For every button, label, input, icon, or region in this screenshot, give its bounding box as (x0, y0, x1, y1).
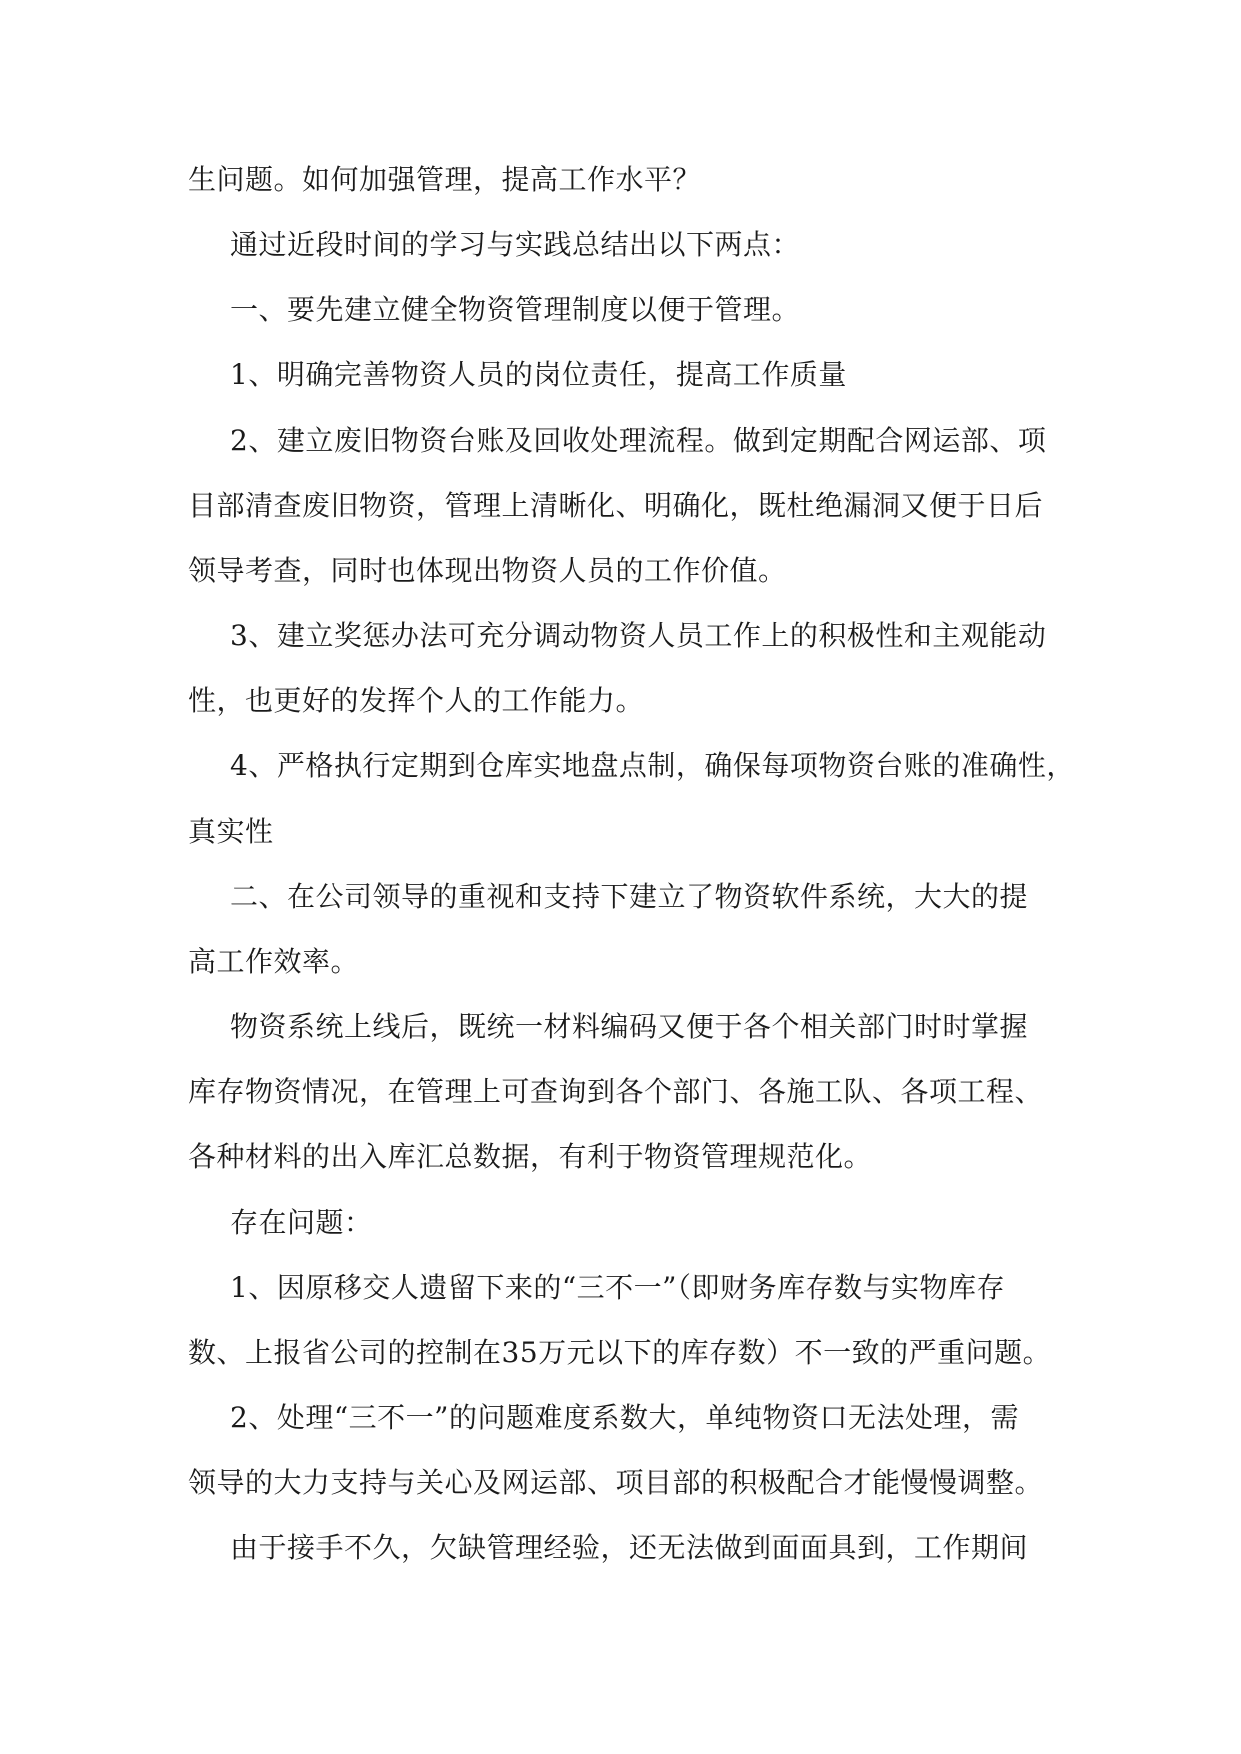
text-line-6: 目部清查废旧物资，管理上清晰化、明确化，既杜绝漏洞又便于日后 (188, 489, 1044, 522)
text-line-9: 性，也更好的发挥个人的工作能力。 (188, 684, 645, 717)
text-line-8: 3、建立奖惩办法可充分调动物资人员工作上的积极性和主观能动 (230, 619, 1047, 652)
text-line-7: 领导考查，同时也体现出物资人员的工作价值。 (188, 554, 787, 587)
text-line-12: 二、在公司领导的重视和支持下建立了物资软件系统，大大的提 (230, 880, 1029, 913)
text-line-11: 真实性 (188, 815, 274, 848)
text-line-3: 一、要先建立健全物资管理制度以便于管理。 (230, 293, 801, 326)
text-line-22: 由于接手不久，欠缺管理经验，还无法做到面面具到，工作期间 (230, 1531, 1029, 1564)
text-line-18: 1、因原移交人遗留下来的“三不一”（即财务库存数与实物库存 (230, 1271, 1005, 1304)
text-line-20: 2、处理“三不一”的问题难度系数大，单纯物资口无法处理，需 (230, 1401, 1019, 1434)
text-line-19: 数、上报省公司的控制在35万元以下的库存数）不一致的严重问题。 (188, 1336, 1052, 1369)
text-line-13: 高工作效率。 (188, 945, 360, 978)
text-line-5: 2、建立废旧物资台账及回收处理流程。做到定期配合网运部、项 (230, 424, 1047, 457)
text-line-1: 生问题。如何加强管理，提高工作水平？ (188, 163, 702, 196)
text-line-17: 存在问题： (230, 1206, 373, 1239)
text-line-14: 物资系统上线后，既统一材料编码又便于各个相关部门时时掌握 (230, 1010, 1029, 1043)
text-line-21: 领导的大力支持与关心及网运部、项目部的积极配合才能慢慢调整。 (188, 1466, 1044, 1499)
text-line-16: 各种材料的出入库汇总数据，有利于物资管理规范化。 (188, 1140, 873, 1173)
text-line-10: 4、严格执行定期到仓库实地盘点制，确保每项物资台账的准确性， (230, 749, 1075, 782)
text-line-4: 1、明确完善物资人员的岗位责任，提高工作质量 (230, 358, 847, 391)
text-line-15: 库存物资情况，在管理上可查询到各个部门、各施工队、各项工程、 (188, 1075, 1044, 1108)
text-line-2: 通过近段时间的学习与实践总结出以下两点： (230, 228, 801, 261)
